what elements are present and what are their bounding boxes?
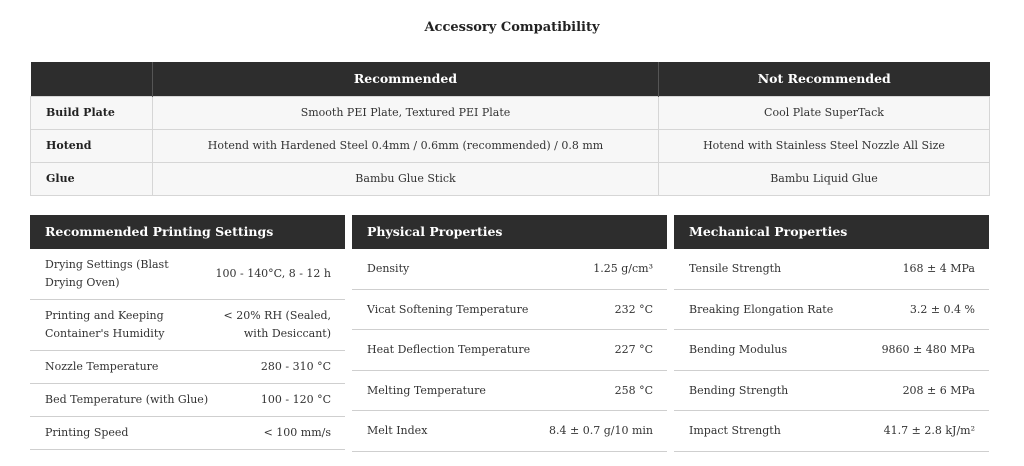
- row-label: Build Plate: [31, 96, 153, 129]
- list-item: [674, 411, 989, 452]
- list-item: [352, 371, 667, 411]
- recommended-cell: Smooth PEI Plate, Textured PEI Plate: [153, 96, 659, 129]
- list-item: [674, 290, 989, 330]
- list-item: [352, 290, 667, 330]
- recommended-cell: Bambu Glue Stick: [153, 162, 659, 195]
- list-item: [30, 417, 345, 450]
- not-recommended-cell: Cool Plate SuperTack: [659, 96, 990, 129]
- row-label: Hotend: [31, 129, 153, 162]
- row-label: Glue: [31, 162, 153, 195]
- list-item: [674, 371, 989, 411]
- property-label: Printing and Keeping Container's Humidity: [45, 309, 165, 340]
- table-header-recommended: Recommended: [153, 62, 659, 96]
- not-recommended-cell: Bambu Liquid Glue: [659, 162, 990, 195]
- property-label: Heat Deflection Temperature: [367, 343, 531, 356]
- property-value: 9860 ± 480 MPa: [881, 343, 975, 356]
- property-label: Vicat Softening Temperature: [367, 302, 529, 316]
- panel-title: Recommended Printing Settings: [30, 215, 345, 249]
- property-value: 232 °C: [614, 302, 653, 316]
- property-label: Bending Strength: [689, 383, 789, 397]
- property-value: 3.2 ± 0.4 %: [909, 302, 975, 316]
- property-label: Nozzle Temperature: [45, 360, 159, 373]
- property-value: 280 - 310 °C: [260, 360, 331, 373]
- table-header-empty: [31, 62, 153, 96]
- property-label: Melting Temperature: [367, 383, 486, 397]
- table-header-row: [31, 62, 990, 96]
- physical-properties-panel: [352, 215, 667, 452]
- printing-settings-panel: [30, 215, 345, 450]
- list-item: [352, 411, 667, 452]
- table-header-not-recommended: Not Recommended: [659, 62, 990, 96]
- property-label: Printing Speed: [45, 426, 129, 439]
- property-label: Bed Temperature (with Glue): [45, 393, 209, 406]
- list-item: [30, 249, 345, 300]
- table-row: [31, 162, 990, 195]
- property-label: Bending Modulus: [689, 343, 788, 356]
- table-row: [31, 129, 990, 162]
- property-value: 168 ± 4 MPa: [902, 262, 975, 275]
- page-title: Accessory Compatibility: [424, 20, 600, 35]
- property-label: Drying Settings (Blast Drying Oven): [45, 258, 169, 289]
- property-label: Melt Index: [367, 424, 428, 437]
- property-value: 227 °C: [614, 343, 653, 356]
- list-item: [30, 300, 345, 351]
- panel-title: Physical Properties: [352, 215, 667, 249]
- property-value: 1.25 g/cm³: [593, 262, 653, 275]
- property-value: < 20% RH (Sealed, with Desiccant): [223, 309, 331, 340]
- property-value: 258 °C: [614, 383, 653, 397]
- not-recommended-cell: Hotend with Stainless Steel Nozzle All Size: [659, 129, 990, 162]
- property-label: Tensile Strength: [689, 262, 782, 275]
- panel-title: Mechanical Properties: [674, 215, 989, 249]
- list-item: [30, 351, 345, 384]
- mechanical-properties-panel: [674, 215, 989, 452]
- property-value: 8.4 ± 0.7 g/10 min: [549, 424, 653, 437]
- compatibility-table: [30, 62, 990, 196]
- property-value: 100 - 120 °C: [260, 393, 331, 406]
- property-value: 208 ± 6 MPa: [902, 383, 975, 397]
- recommended-cell: Hotend with Hardened Steel 0.4mm / 0.6mm (recommended) / 0.8 mm: [153, 129, 659, 162]
- list-item: [674, 330, 989, 371]
- table-row: [31, 96, 990, 129]
- property-value: 41.7 ± 2.8 kJ/m²: [883, 424, 975, 437]
- list-item: [352, 330, 667, 371]
- property-label: Impact Strength: [689, 424, 781, 437]
- property-label: Density: [367, 262, 410, 275]
- property-value: 100 - 140°C, 8 - 12 h: [215, 267, 331, 280]
- property-value: < 100 mm/s: [263, 426, 331, 439]
- list-item: [674, 249, 989, 290]
- property-label: Breaking Elongation Rate: [689, 302, 834, 316]
- list-item: [352, 249, 667, 290]
- list-item: [30, 384, 345, 417]
